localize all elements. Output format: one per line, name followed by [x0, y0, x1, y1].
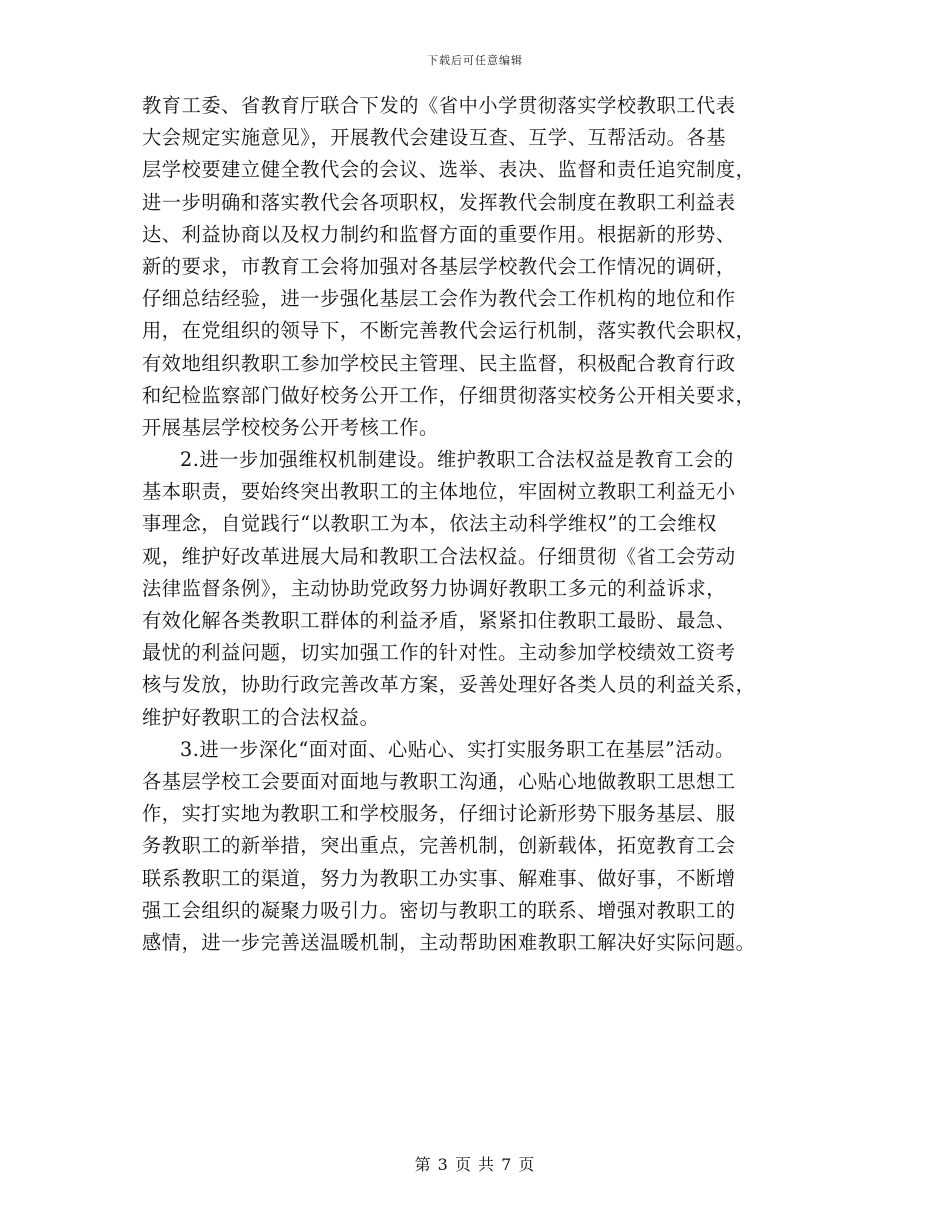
paragraph-2-start: 2.进一步加强维权机制建设。维护教职工合法权益是教育工会的: [180, 448, 734, 472]
text-line: 最忧的利益问题，切实加强工作的针对性。主动参加学校绩效工资考: [142, 641, 736, 665]
text-line: 各基层学校工会要面对面地与教职工沟通，心贴心地做教职工思想工: [142, 769, 736, 793]
text-line: 维护好教职工的合法权益。: [142, 705, 380, 729]
page-number: 第 3 页 共 7 页: [414, 1155, 536, 1174]
text-line: 有效地组织教职工参加学校民主管理、民主监督，积极配合教育行政: [142, 351, 736, 375]
text-line: 联系教职工的渠道，努力为教职工办实事、解难事、做好事，不断增: [142, 866, 736, 890]
text-line: 仔细总结经验，进一步强化基层工会作为教代会工作机构的地位和作: [142, 287, 736, 311]
text-line: 新的要求，市教育工会将加强对各基层学校教代会工作情况的调研，: [142, 254, 736, 278]
text-line: 核与发放，协助行政完善改革方案，妥善处理好各类人员的利益关系，: [142, 673, 756, 697]
text-line: 感情，进一步完善送温暖机制，主动帮助困难教职工解决好实际问题。: [142, 930, 756, 954]
text-line: 有效化解各类教职工群体的利益矛盾，紧紧扣住教职工最盼、最急、: [142, 609, 736, 632]
text-line: 用，在党组织的领导下，不断完善教代会运行机制，落实教代会职权，: [142, 319, 756, 343]
text-line: 法律监督条例》，主动协助党政努力协调好教职工多元的利益诉求，: [142, 576, 727, 600]
text-line: 开展基层学校校务公开考核工作。: [142, 415, 439, 439]
text-line: 层学校要建立健全教代会的会议、选举、表决、监督和责任追究制度，: [142, 158, 756, 182]
text-line: 进一步明确和落实教代会各项职权，发挥教代会制度在教职工利益表: [142, 190, 736, 214]
text-line: 事理念，自觉践行“以教职工为本，依法主动科学维权”的工会维权: [142, 512, 717, 536]
text-line: 大会规定实施意见》，开展教代会建设互查、互学、互帮活动。各基: [142, 126, 727, 150]
text-line: 达、利益协商以及权力制约和监督方面的重要作用。根据新的形势、: [142, 222, 736, 246]
text-line: 基本职责，要始终突出教职工的主体地位，牢固树立教职工利益无小: [142, 480, 736, 504]
paragraph-3-start: 3.进一步深化“面对面、心贴心、实打实服务职工在基层”活动。: [180, 737, 735, 761]
text-line: 教育工委、省教育厅联合下发的《省中小学贯彻落实学校教职工代表: [142, 94, 736, 117]
document-body: [142, 90, 822, 959]
text-line: 强工会组织的凝聚力吸引力。密切与教职工的联系、增强对教职工的: [142, 898, 736, 922]
text-line: 观，维护好改革进展大局和教职工合法权益。仔细贯彻《省工会劳动: [142, 544, 736, 568]
text-line: 作，实打实地为教职工和学校服务，仔细讨论新形势下服务基层、服: [142, 802, 736, 826]
text-line: 和纪检监察部门做好校务公开工作，仔细贯彻落实校务公开相关要求，: [142, 383, 756, 407]
text-line: 务教职工的新举措，突出重点，完善机制，创新载体，拓宽教育工会: [142, 834, 736, 858]
page-header-note: 下载后可任意编辑: [427, 54, 523, 67]
